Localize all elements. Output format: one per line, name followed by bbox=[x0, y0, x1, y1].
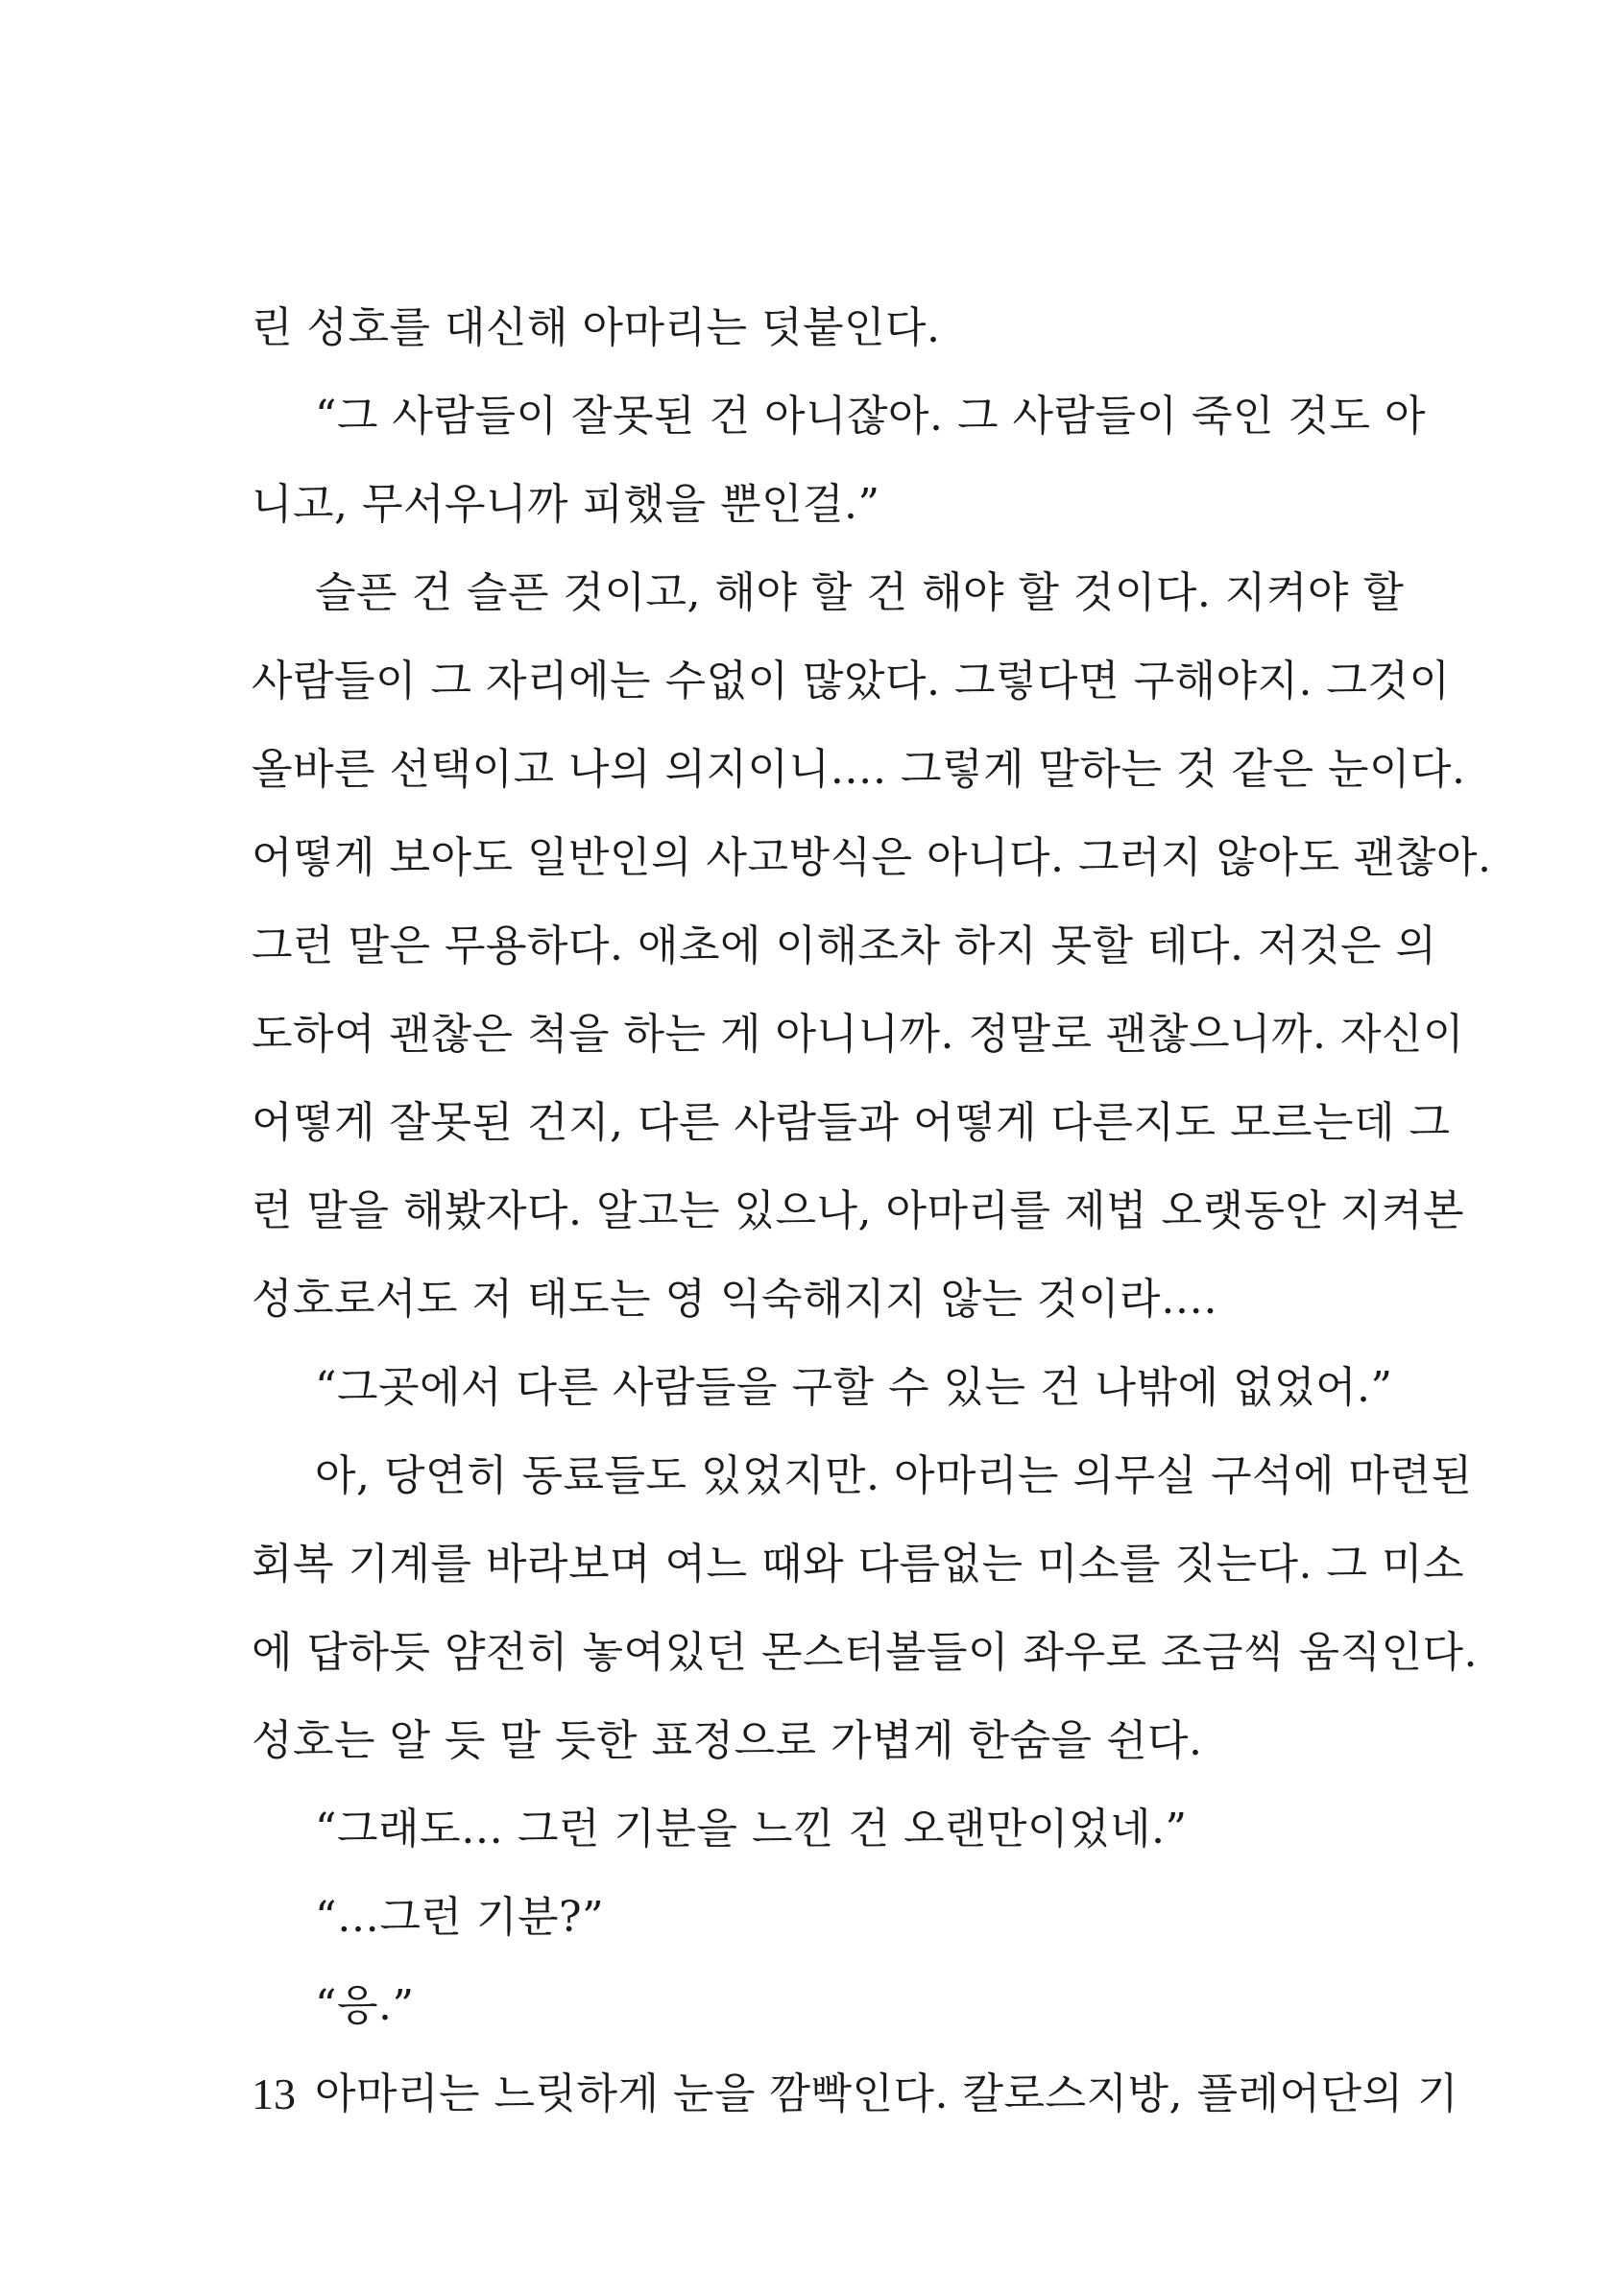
text-line: “그래도… 그런 기분을 느낀 건 오랜만이었네.” bbox=[315, 1805, 1188, 1854]
text-line: 아마리는 느릿하게 눈을 깜빡인다. 칼로스지방, 플레어단의 기 bbox=[315, 2069, 1458, 2118]
text-line: 아, 당연히 동료들도 있었지만. 아마리는 의무실 구석에 마련된 bbox=[315, 1451, 1473, 1500]
text-line: 도하여 괜찮은 척을 하는 게 아니니까. 정말로 괜찮으니까. 자신이 bbox=[252, 1010, 1464, 1059]
text-line: 회복 기계를 바라보며 여느 때와 다름없는 미소를 짓는다. 그 미소 bbox=[252, 1540, 1464, 1589]
text-line: 사람들이 그 자리에는 수없이 많았다. 그렇다면 구해야지. 그것이 bbox=[252, 657, 1451, 706]
text-line: 그런 말은 무용하다. 애초에 이해조차 하지 못할 테다. 저것은 의 bbox=[252, 921, 1437, 970]
text-line: “…그런 기분?” bbox=[315, 1893, 605, 1942]
text-line: 슬픈 건 슬픈 것이고, 해야 할 건 해야 할 것이다. 지켜야 할 bbox=[315, 568, 1405, 617]
text-line: “그곳에서 다른 사람들을 구할 수 있는 건 나밖에 없었어.” bbox=[315, 1363, 1393, 1412]
text-line: 성호는 알 듯 말 듯한 표정으로 가볍게 한숨을 쉰다. bbox=[252, 1716, 1203, 1765]
text-line: 런 말을 해봤자다. 알고는 있으나, 아마리를 제법 오랫동안 지켜본 bbox=[252, 1186, 1464, 1235]
text-line: 린 성호를 대신해 아마리는 덧붙인다. bbox=[252, 303, 941, 352]
text-line: 성호로서도 저 태도는 영 익숙해지지 않는 것이라…. bbox=[252, 1275, 1217, 1324]
text-line: 어떻게 잘못된 건지, 다른 사람들과 어떻게 다른지도 모르는데 그 bbox=[252, 1098, 1451, 1147]
text-line: 니고, 무서우니까 피했을 뿐인걸.” bbox=[252, 480, 880, 529]
text-line: 어떻게 보아도 일반인의 사고방식은 아니다. 그러지 않아도 괜찮아. bbox=[252, 833, 1492, 882]
text-line: 에 답하듯 얌전히 놓여있던 몬스터볼들이 좌우로 조금씩 움직인다. bbox=[252, 1628, 1478, 1677]
text-line: “그 사람들이 잘못된 건 아니잖아. 그 사람들이 죽인 것도 아 bbox=[315, 392, 1426, 441]
page-number: 13 bbox=[252, 2069, 296, 2118]
text-line: 올바른 선택이고 나의 의지이니…. 그렇게 말하는 것 같은 눈이다. bbox=[252, 745, 1466, 794]
text-line: “응.” bbox=[315, 1981, 415, 2030]
body-text bbox=[252, 284, 1492, 2139]
